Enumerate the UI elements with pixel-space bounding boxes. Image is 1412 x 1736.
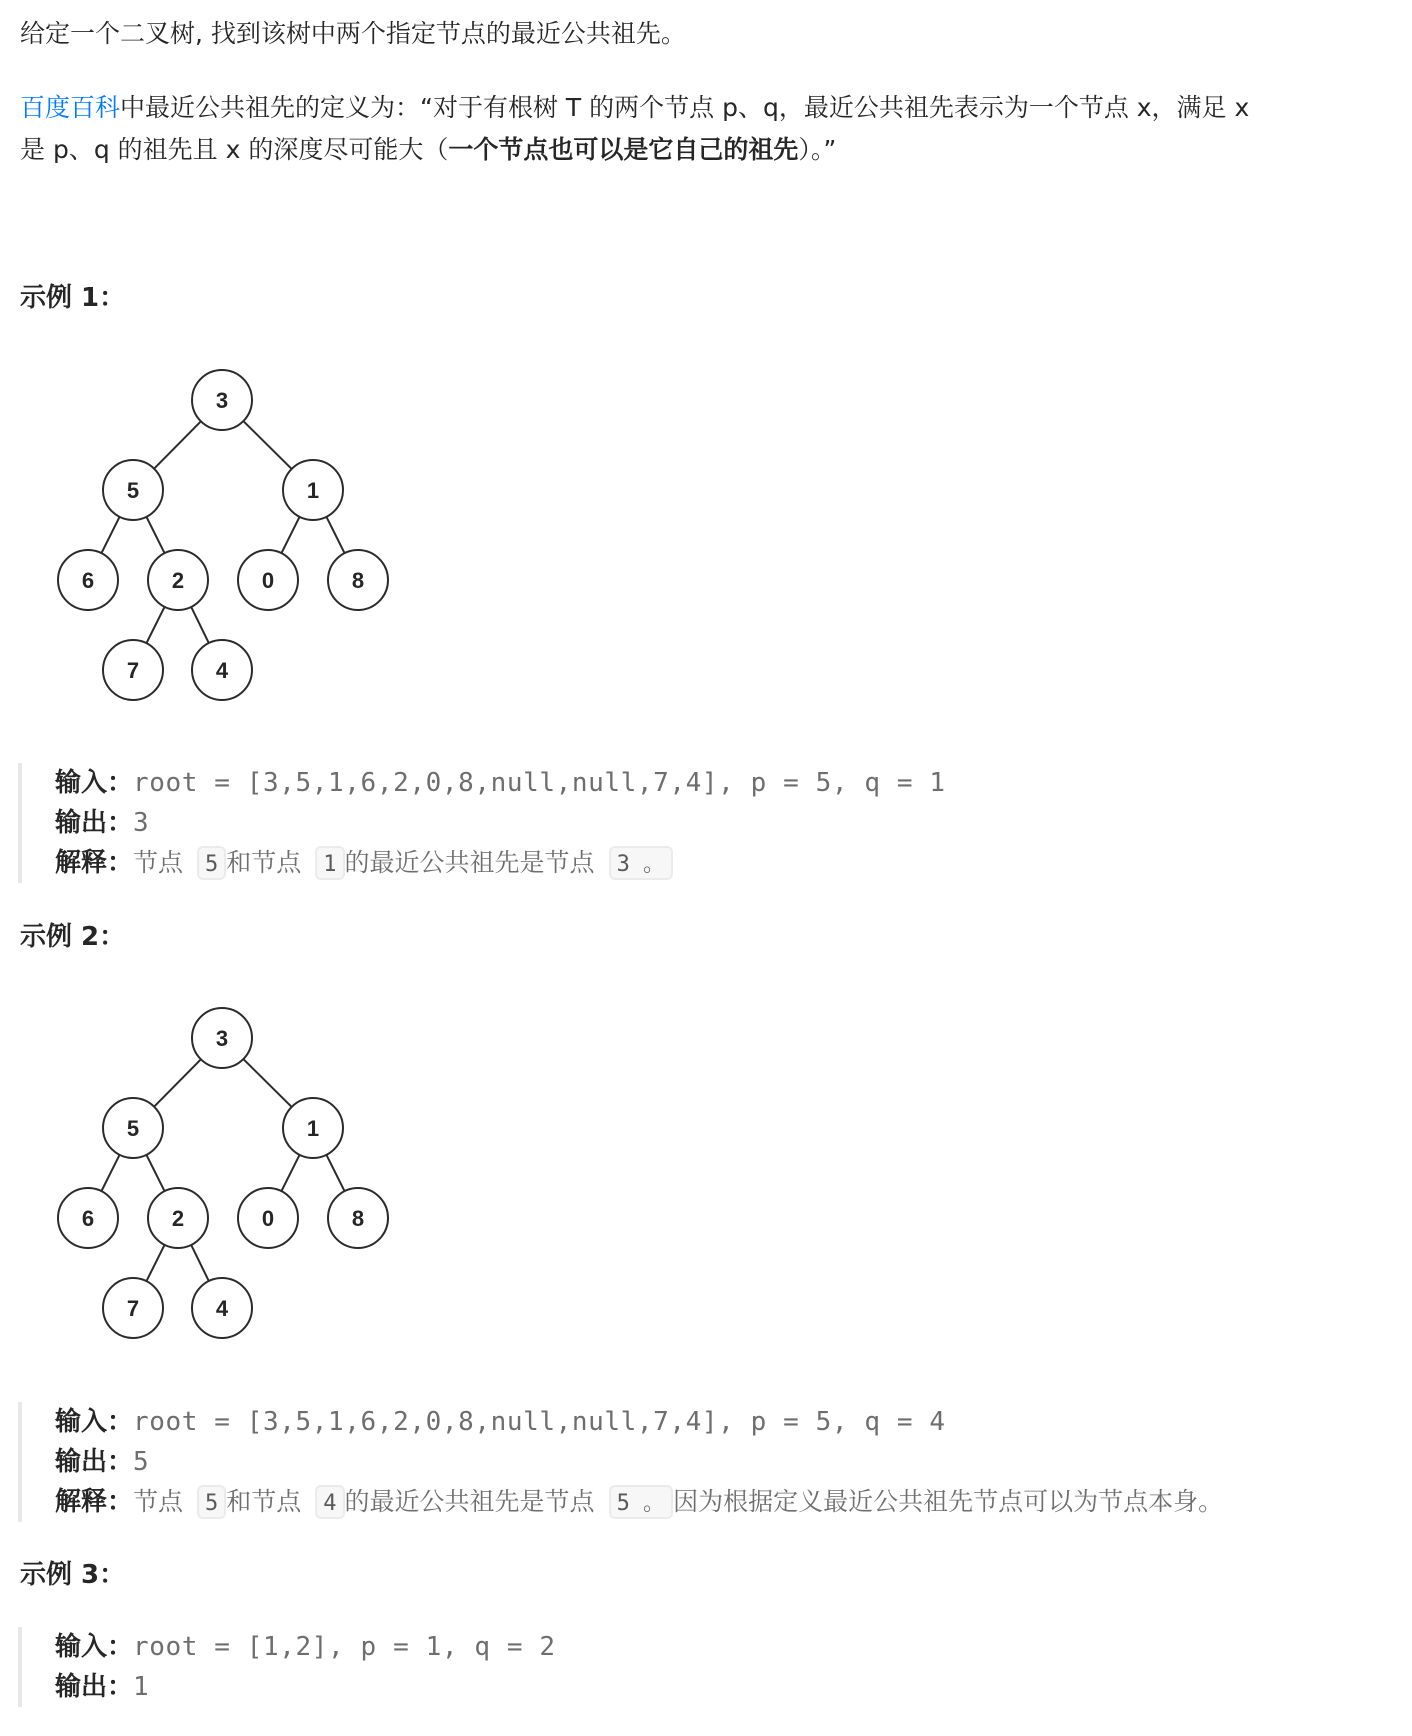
problem-statement [20,13,686,55]
example-3-output-value: 1 [133,1672,150,1702]
tree-edge [281,517,299,553]
tree-edge [326,1155,344,1191]
problem-statement-text: 给定一个二叉树, 找到该树中两个指定节点的最近公共祖先。 [20,19,686,48]
tree-node-4 [192,640,252,700]
tree-node-value: 1 [306,478,320,503]
tree-node-1 [283,460,343,520]
tree-node-2 [148,550,208,610]
tree-node-3 [192,1008,252,1068]
tree-node-value: 8 [351,568,365,593]
tree-node-value: 6 [81,568,95,593]
definition-text-line2: 是 p、q 的祖先且 x 的深度尽可能大（ [20,135,449,164]
tree-node-value: 4 [215,1296,229,1321]
tree-edge [154,421,201,468]
tree-node-5 [103,1098,163,1158]
explanation-text: 节点 [133,1487,184,1516]
example-2-block [18,1402,1223,1522]
example-1-block [18,763,946,883]
tree-node-value: 5 [126,1116,140,1141]
tree-node-value: 8 [351,1206,365,1231]
example-1-input-value: root = [3,5,1,6,2,0,8,null,null,7,4], p = 5, q = 1 [133,768,946,798]
tree-node-value: 7 [126,658,140,683]
example-2-output-line [55,1442,1223,1482]
example-1-input-line [55,763,946,803]
tree-node-value: 1 [306,1116,320,1141]
tree-edge [146,1245,164,1281]
explanation-text: 的最近公共祖先是节点 [344,1487,595,1516]
inline-code-node: 5 [197,846,226,880]
definition-text-line1: 中最近公共祖先的定义为：“对于有根树 T 的两个节点 p、q，最近公共祖先表示为一个节点 x，满足 x [120,93,1250,122]
example-2-heading: 示例 2： [20,922,126,952]
tree-node-4 [192,1278,252,1338]
output-label: 输出： [55,1447,134,1477]
tree-node-value: 4 [215,658,229,683]
explanation-label: 解释： [55,848,134,878]
example-1-output-value: 3 [133,808,150,838]
tree-node-8 [328,1188,388,1248]
tree-node-3 [192,370,252,430]
tree-edge [146,1155,164,1191]
tree-edge [281,1155,299,1191]
example-1-explanation-line [55,843,946,883]
tree-node-7 [103,640,163,700]
explanation-text: 因为根据定义最近公共祖先节点可以为节点本身。 [673,1487,1224,1516]
example-3-output-line [55,1667,556,1707]
tree-edge [243,1059,291,1107]
tree-node-6 [58,1188,118,1248]
tree-edge [191,607,209,643]
definition-text-end: ）。” [798,135,837,164]
tree-node-8 [328,550,388,610]
explanation-text: 和节点 [226,1487,302,1516]
example-3-block [18,1627,556,1707]
tree-node-5 [103,460,163,520]
binary-tree-image [0,338,420,708]
inline-code-node: 5 。 [609,1485,674,1519]
definition-paragraph [20,87,1249,171]
definition-emphasis: 一个节点也可以是它自己的祖先 [448,135,799,164]
tree-edge [154,1059,201,1106]
tree-node-value: 7 [126,1296,140,1321]
tree-node-7 [103,1278,163,1338]
inline-code-node: 5 [197,1485,226,1519]
explanation-text: 节点 [133,848,184,877]
example-1-heading: 示例 1： [20,283,126,313]
explanation-label: 解释： [55,1487,134,1517]
tree-node-0 [238,550,298,610]
binary-tree-image [0,976,420,1346]
tree-node-value: 0 [261,1206,275,1231]
example-2-output-value: 5 [133,1447,150,1477]
inline-code-node: 1 [315,846,344,880]
input-label: 输入： [55,1407,134,1437]
tree-edge [243,421,291,469]
explanation-text: 和节点 [226,848,302,877]
explanation-text: 的最近公共祖先是节点 [344,848,595,877]
example-1-tree-diagram [0,338,420,708]
tree-edge [146,607,164,643]
tree-node-value: 2 [171,1206,185,1231]
tree-node-value: 2 [171,568,185,593]
tree-node-0 [238,1188,298,1248]
inline-code-node: 3 。 [609,846,674,880]
example-2-input-line [55,1402,1223,1442]
tree-edge [191,1245,209,1281]
tree-node-value: 0 [261,568,275,593]
input-label: 输入： [55,1632,134,1662]
example-2-explanation-line [55,1482,1223,1522]
example-1-output-line [55,803,946,843]
tree-node-2 [148,1188,208,1248]
tree-edge [101,1155,119,1191]
tree-node-value: 3 [215,388,229,413]
tree-node-1 [283,1098,343,1158]
example-2-input-value: root = [3,5,1,6,2,0,8,null,null,7,4], p = 5, q = 4 [133,1407,946,1437]
tree-node-value: 6 [81,1206,95,1231]
output-label: 输出： [55,808,134,838]
output-label: 输出： [55,1672,134,1702]
example-3-input-value: root = [1,2], p = 1, q = 2 [133,1632,556,1662]
tree-node-6 [58,550,118,610]
example-3-input-line [55,1627,556,1667]
tree-edge [326,517,344,553]
tree-node-value: 5 [126,478,140,503]
tree-edge [146,517,164,553]
tree-edge [101,517,119,553]
input-label: 输入： [55,768,134,798]
tree-node-value: 3 [215,1026,229,1051]
baidu-baike-link[interactable]: 百度百科 [20,93,121,122]
example-2-tree-diagram [0,976,420,1346]
example-3-heading: 示例 3： [20,1560,126,1590]
inline-code-node: 4 [315,1485,344,1519]
